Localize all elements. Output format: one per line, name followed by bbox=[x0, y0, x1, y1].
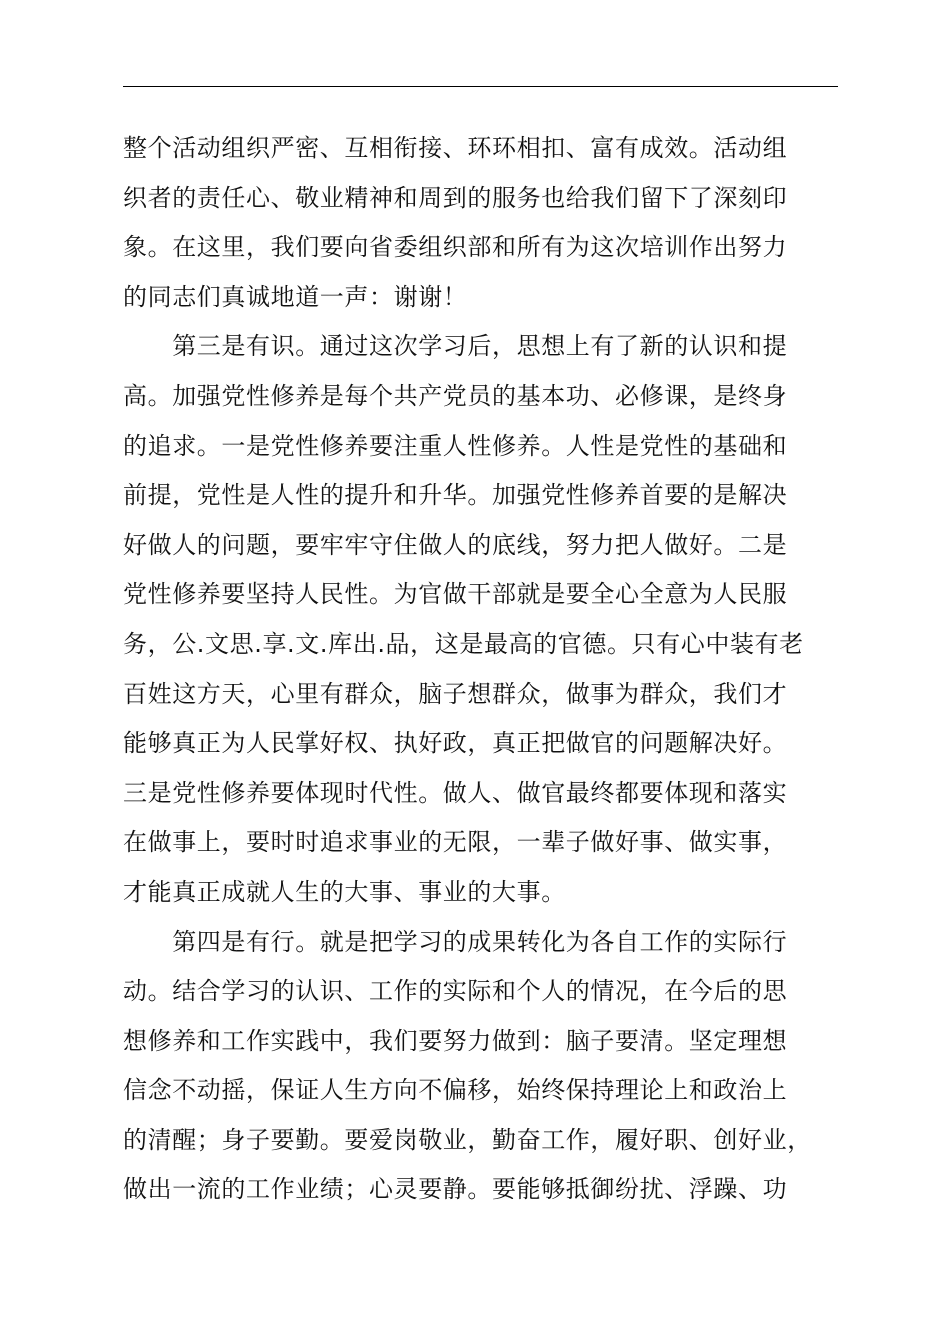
text-line: 想修养和工作实践中，我们要努力做到：脑子要清。坚定理想 bbox=[123, 1026, 788, 1055]
text-line: 党性修养要坚持人民性。为官做干部就是要全心全意为人民服 bbox=[123, 580, 788, 609]
header-rule bbox=[123, 86, 838, 87]
body-text bbox=[123, 124, 883, 1215]
text-line: 做出一流的工作业绩；心灵要静。要能够抵御纷扰、浮躁、功 bbox=[123, 1175, 788, 1204]
text-line: 好做人的问题，要牢牢守住做人的底线，努力把人做好。二是 bbox=[123, 530, 788, 559]
text-line: 信念不动摇，保证人生方向不偏移，始终保持理论上和政治上 bbox=[123, 1076, 788, 1105]
text-line: 象。在这里，我们要向省委组织部和所有为这次培训作出努力 bbox=[123, 233, 788, 262]
text-line: 高。加强党性修养是每个共产党员的基本功、必修课，是终身 bbox=[123, 381, 788, 410]
paragraph-start-line: 第四是有行。就是把学习的成果转化为各自工作的实际行 bbox=[123, 927, 788, 956]
text-line: 三是党性修养要体现时代性。做人、做官最终都要体现和落实 bbox=[123, 778, 788, 807]
text-line: 的同志们真诚地道一声：谢谢！ bbox=[123, 282, 468, 311]
text-line: 整个活动组织严密、互相衔接、环环相扣、富有成效。活动组 bbox=[123, 134, 788, 162]
text-line: 动。结合学习的认识、工作的实际和个人的情况，在今后的思 bbox=[123, 977, 788, 1006]
text-line: 百姓这方天，心里有群众，脑子想群众，做事为群众，我们才 bbox=[123, 679, 788, 708]
paragraph-start-line: 第三是有识。通过这次学习后，思想上有了新的认识和提 bbox=[123, 332, 788, 361]
text-line: 的清醒；身子要勤。要爱岗敬业，勤奋工作，履好职、创好业， bbox=[123, 1125, 812, 1154]
text-line: 在做事上，要时时追求事业的无限，一辈子做好事、做实事， bbox=[123, 828, 788, 857]
text-line: 才能真正成就人生的大事、事业的大事。 bbox=[123, 877, 566, 906]
text-line: 的追求。一是党性修养要注重人性修养。人性是党性的基础和 bbox=[123, 431, 788, 460]
text-line: 能够真正为人民掌好权、执好政，真正把做官的问题解决好。 bbox=[123, 729, 788, 758]
text-line: 织者的责任心、敬业精神和周到的服务也给我们留下了深刻印 bbox=[123, 183, 788, 212]
text-line: 务，公.文思.享.文.库出.品，这是最高的官德。只有心中装有老 bbox=[123, 629, 804, 658]
text-line: 前提，党性是人性的提升和升华。加强党性修养首要的是解决 bbox=[123, 481, 788, 510]
